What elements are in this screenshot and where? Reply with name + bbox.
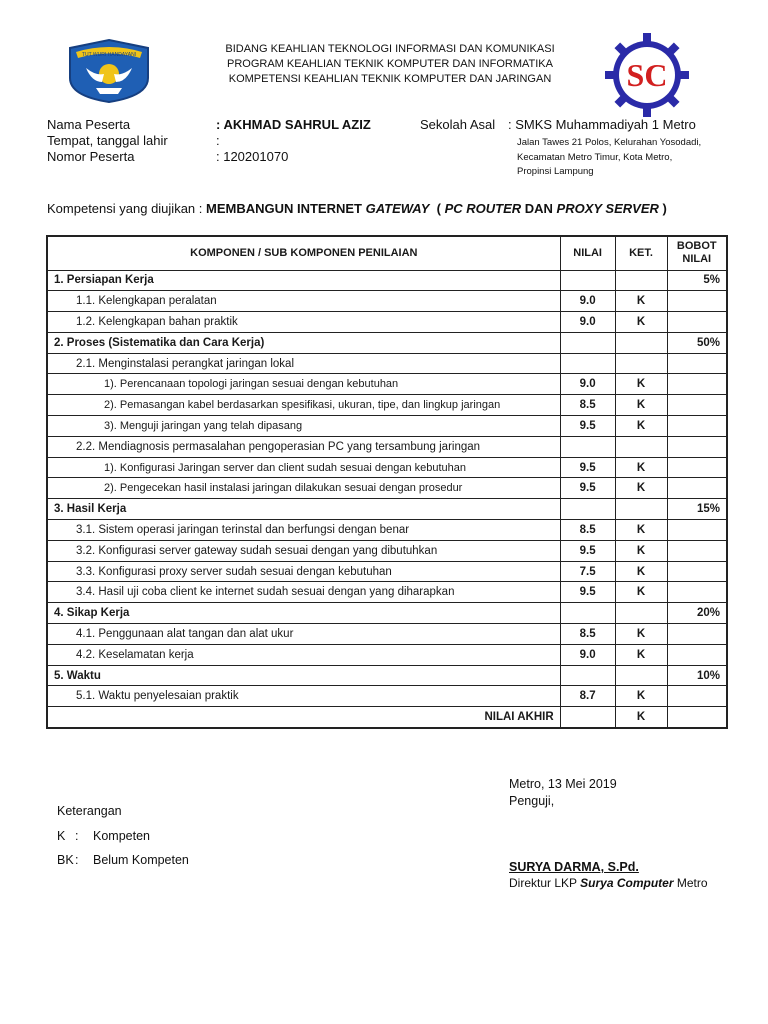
row-label: 3.2. Konfigurasi server gateway sudah sesuai dengan yang dibutuhkan bbox=[47, 540, 560, 561]
row-note: K bbox=[615, 540, 667, 561]
section-row bbox=[47, 603, 727, 624]
row-note: K bbox=[615, 457, 667, 478]
row-score: 8.5 bbox=[560, 395, 615, 416]
row-note bbox=[615, 603, 667, 624]
subcomponent-row bbox=[47, 520, 727, 541]
row-note: K bbox=[615, 395, 667, 416]
number-value: : 120201070 bbox=[216, 149, 289, 164]
row-note: K bbox=[615, 374, 667, 395]
row-note bbox=[615, 353, 667, 374]
row-weight bbox=[667, 686, 727, 707]
row-weight bbox=[667, 582, 727, 603]
svg-text:SC: SC bbox=[626, 57, 668, 93]
header-weight-line-1: BOBOT bbox=[676, 240, 717, 253]
row-score bbox=[560, 499, 615, 520]
competency-part-3: ( bbox=[429, 201, 445, 216]
header-weight bbox=[667, 236, 727, 270]
row-weight bbox=[667, 436, 727, 457]
subcomponent-row bbox=[47, 561, 727, 582]
signer-role-part-2: Surya Computer bbox=[580, 876, 674, 890]
row-weight bbox=[667, 624, 727, 645]
row-weight bbox=[667, 457, 727, 478]
legend-k-text: Kompeten bbox=[93, 829, 150, 843]
row-weight bbox=[667, 478, 727, 499]
row-weight bbox=[667, 353, 727, 374]
row-label: 2.1. Menginstalasi perangkat jaringan lokal bbox=[47, 353, 560, 374]
header-component: KOMPONEN / SUB KOMPONEN PENILAIAN bbox=[47, 236, 560, 270]
school-address-2: Kecamatan Metro Timur, Kota Metro, bbox=[517, 152, 673, 163]
section-row bbox=[47, 665, 727, 686]
signer-role-part-3: Metro bbox=[673, 876, 708, 890]
competency-part-6: PROXY SERVER bbox=[556, 201, 659, 216]
table-header-row bbox=[47, 236, 727, 270]
school-label: Sekolah Asal bbox=[420, 117, 496, 132]
final-label: NILAI AKHIR bbox=[47, 707, 560, 728]
row-weight bbox=[667, 561, 727, 582]
row-note: K bbox=[615, 520, 667, 541]
subcomponent-row bbox=[47, 644, 727, 665]
row-note: K bbox=[615, 478, 667, 499]
criterion-row bbox=[47, 478, 727, 499]
number-label: Nomor Peserta bbox=[47, 149, 135, 164]
subcomponent-row bbox=[47, 312, 727, 333]
row-label: 3.3. Konfigurasi proxy server sudah sesuai dengan kebutuhan bbox=[47, 561, 560, 582]
row-note: K bbox=[615, 644, 667, 665]
row-score: 9.5 bbox=[560, 478, 615, 499]
row-label: 2). Pemasangan kabel berdasarkan spesifikasi, ukuran, tipe, dan lingkup jaringan bbox=[47, 395, 560, 416]
criterion-row bbox=[47, 395, 727, 416]
row-weight bbox=[667, 395, 727, 416]
competency-part-4: PC ROUTER bbox=[444, 201, 522, 216]
competency-part-7: ) bbox=[658, 201, 667, 216]
row-note: K bbox=[615, 582, 667, 603]
row-score: 9.5 bbox=[560, 582, 615, 603]
subcomponent-row bbox=[47, 582, 727, 603]
row-label: 1.2. Kelengkapan bahan praktik bbox=[47, 312, 560, 333]
row-label: 3. Hasil Kerja bbox=[47, 499, 560, 520]
birth-label: Tempat, tanggal lahir bbox=[47, 133, 168, 148]
legend-bk-code: BK bbox=[57, 853, 74, 867]
row-note bbox=[615, 499, 667, 520]
row-score: 8.5 bbox=[560, 520, 615, 541]
section-row bbox=[47, 270, 727, 291]
criterion-row bbox=[47, 457, 727, 478]
name-label: Nama Peserta bbox=[47, 117, 131, 132]
row-note: K bbox=[615, 312, 667, 333]
subcomponent-row bbox=[47, 291, 727, 312]
assessment-table bbox=[46, 235, 728, 729]
legend-bk-sep: : bbox=[75, 853, 79, 867]
subcomponent-row bbox=[47, 436, 727, 457]
header-note: KET. bbox=[615, 236, 667, 270]
row-score: 9.0 bbox=[560, 374, 615, 395]
subcomponent-row bbox=[47, 540, 727, 561]
competency-label: Kompetensi yang diujikan : bbox=[47, 201, 203, 216]
row-weight: 10% bbox=[667, 665, 727, 686]
final-weight bbox=[667, 707, 727, 728]
row-label: 2.2. Mendiagnosis permasalahan pengoperasian PC yang tersambung jaringan bbox=[47, 436, 560, 457]
row-score: 9.0 bbox=[560, 291, 615, 312]
competency-line bbox=[47, 201, 667, 216]
name-value: : AKHMAD SAHRUL AZIZ bbox=[216, 117, 371, 132]
row-note: K bbox=[615, 561, 667, 582]
final-score-row bbox=[47, 707, 727, 728]
row-score: 9.0 bbox=[560, 644, 615, 665]
svg-text:TUT WURI HANDAYANI: TUT WURI HANDAYANI bbox=[81, 52, 137, 58]
row-weight bbox=[667, 374, 727, 395]
row-label: 5.1. Waktu penyelesaian praktik bbox=[47, 686, 560, 707]
final-score bbox=[560, 707, 615, 728]
row-label: 3.1. Sistem operasi jaringan terinstal dan berfungsi dengan benar bbox=[47, 520, 560, 541]
row-score bbox=[560, 665, 615, 686]
subcomponent-row bbox=[47, 624, 727, 645]
row-label: 3). Menguji jaringan yang telah dipasang bbox=[47, 416, 560, 437]
place-date: Metro, 13 Mei 2019 bbox=[509, 777, 617, 791]
competency-part-1: MEMBANGUN INTERNET bbox=[206, 201, 366, 216]
legend-bk-text: Belum Kompeten bbox=[93, 853, 189, 867]
institution-header bbox=[200, 42, 580, 87]
signer-role-part-1: Direktur LKP bbox=[509, 876, 581, 890]
row-score: 8.5 bbox=[560, 624, 615, 645]
criterion-row bbox=[47, 374, 727, 395]
row-label: 2). Pengecekan hasil instalasi jaringan dilakukan sesuai dengan prosedur bbox=[47, 478, 560, 499]
competency-part-2: GATEWAY bbox=[365, 201, 430, 216]
row-weight: 20% bbox=[667, 603, 727, 624]
row-label: 1). Konfigurasi Jaringan server dan client sudah sesuai dengan kebutuhan bbox=[47, 457, 560, 478]
row-label: 4.1. Penggunaan alat tangan dan alat ukur bbox=[47, 624, 560, 645]
subcomponent-row bbox=[47, 353, 727, 374]
row-label: 4. Sikap Kerja bbox=[47, 603, 560, 624]
row-note: K bbox=[615, 291, 667, 312]
tut-wuri-handayani-logo bbox=[66, 38, 152, 104]
legend-k-code: K bbox=[57, 829, 66, 843]
signer-name: SURYA DARMA, S.Pd. bbox=[509, 860, 639, 874]
row-score bbox=[560, 332, 615, 353]
row-note: K bbox=[615, 624, 667, 645]
row-weight bbox=[667, 312, 727, 333]
signer-role bbox=[509, 876, 708, 890]
section-row bbox=[47, 332, 727, 353]
legend-title: Keterangan bbox=[57, 804, 122, 818]
row-label: 1.1. Kelengkapan peralatan bbox=[47, 291, 560, 312]
row-score bbox=[560, 270, 615, 291]
row-score bbox=[560, 436, 615, 457]
header-line-3: KOMPETENSI KEAHLIAN TEKNIK KOMPUTER DAN JARINGAN bbox=[228, 73, 552, 85]
row-score bbox=[560, 353, 615, 374]
row-weight: 50% bbox=[667, 332, 727, 353]
competency-part-5: DAN bbox=[521, 201, 557, 216]
row-label: 3.4. Hasil uji coba client ke internet sudah sesuai dengan yang diharapkan bbox=[47, 582, 560, 603]
row-score: 9.5 bbox=[560, 416, 615, 437]
row-label: 4.2. Keselamatan kerja bbox=[47, 644, 560, 665]
row-weight: 15% bbox=[667, 499, 727, 520]
row-note bbox=[615, 436, 667, 457]
row-weight bbox=[667, 540, 727, 561]
row-score bbox=[560, 603, 615, 624]
row-note: K bbox=[615, 686, 667, 707]
row-score: 9.5 bbox=[560, 540, 615, 561]
birth-value: : bbox=[216, 133, 220, 148]
row-weight bbox=[667, 644, 727, 665]
header-line-2: PROGRAM KEAHLIAN TEKNIK KOMPUTER DAN INFORMATIKA bbox=[227, 58, 553, 70]
row-note bbox=[615, 270, 667, 291]
header-line-1: BIDANG KEAHLIAN TEKNOLOGI INFORMASI DAN KOMUNIKASI bbox=[225, 43, 555, 55]
school-value: : SMKS Muhammadiyah 1 Metro bbox=[508, 117, 696, 132]
header-score: NILAI bbox=[560, 236, 615, 270]
row-weight: 5% bbox=[667, 270, 727, 291]
row-score: 7.5 bbox=[560, 561, 615, 582]
subcomponent-row bbox=[47, 686, 727, 707]
header-weight-line-2: NILAI bbox=[682, 253, 712, 266]
final-note: K bbox=[615, 707, 667, 728]
section-row bbox=[47, 499, 727, 520]
table-body bbox=[47, 270, 727, 728]
row-label: 5. Waktu bbox=[47, 665, 560, 686]
row-score: 8.7 bbox=[560, 686, 615, 707]
row-label: 2. Proses (Sistematika dan Cara Kerja) bbox=[47, 332, 560, 353]
row-note: K bbox=[615, 416, 667, 437]
row-label: 1. Persiapan Kerja bbox=[47, 270, 560, 291]
row-weight bbox=[667, 416, 727, 437]
school-address-1: Jalan Tawes 21 Polos, Kelurahan Yosodadi, bbox=[517, 137, 702, 148]
row-weight bbox=[667, 520, 727, 541]
row-weight bbox=[667, 291, 727, 312]
row-score: 9.0 bbox=[560, 312, 615, 333]
surya-computer-logo bbox=[602, 30, 692, 120]
row-note bbox=[615, 332, 667, 353]
row-score: 9.5 bbox=[560, 457, 615, 478]
row-note bbox=[615, 665, 667, 686]
criterion-row bbox=[47, 416, 727, 437]
school-address-3: Propinsi Lampung bbox=[517, 166, 594, 177]
row-label: 1). Perencanaan topologi jaringan sesuai dengan kebutuhan bbox=[47, 374, 560, 395]
examiner-label: Penguji, bbox=[509, 794, 555, 808]
legend-k-sep: : bbox=[75, 829, 79, 843]
